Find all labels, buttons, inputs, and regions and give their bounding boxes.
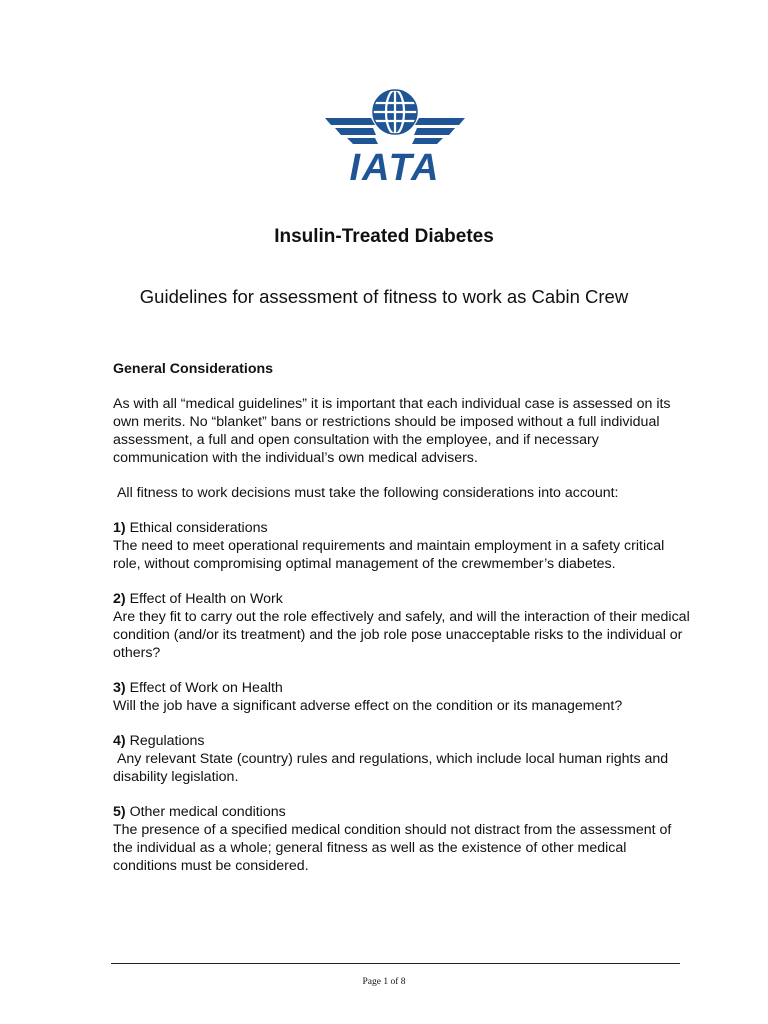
document-body xyxy=(113,360,693,892)
consideration-item-ethical xyxy=(113,519,693,573)
consideration-number: 2) xyxy=(113,591,126,607)
section-heading-general-considerations: General Considerations xyxy=(113,361,274,377)
consideration-heading xyxy=(113,803,693,821)
consideration-number: 5) xyxy=(113,804,126,820)
iata-globe-wings-icon xyxy=(323,86,467,184)
consideration-body: The need to meet operational requirements and maintain employment in a safety critical role, without compromising optimal management of the crewmember’s diabetes. xyxy=(113,538,665,572)
consideration-number: 4) xyxy=(113,733,126,749)
considerations-lead-paragraph: All fitness to work decisions must take the following considerations into account: xyxy=(113,485,619,501)
consideration-title: Other medical conditions xyxy=(125,804,286,820)
consideration-item-work-on-health xyxy=(113,679,693,715)
consideration-heading xyxy=(113,519,693,537)
document-title: Insulin-Treated Diabetes xyxy=(274,226,494,247)
footer-divider xyxy=(111,963,680,964)
iata-wordmark: IATA xyxy=(349,147,441,184)
consideration-body: The presence of a specified medical condition should not distract from the assessment of the individual as a whole; general fitness as well as the existence of other medical conditions must be considered. xyxy=(113,822,672,874)
consideration-title: Ethical considerations xyxy=(125,520,268,536)
consideration-item-health-on-work xyxy=(113,590,693,662)
consideration-body: Are they fit to carry out the role effectively and safely, and will the interaction of their medical condition (and/or its treatment) and the job role pose unacceptable risks to the individual or others? xyxy=(113,609,690,661)
consideration-heading xyxy=(113,679,693,697)
consideration-heading xyxy=(113,590,693,608)
consideration-title: Effect of Work on Health xyxy=(125,680,283,696)
document-subtitle: Guidelines for assessment of fitness to work as Cabin Crew xyxy=(139,286,629,307)
iata-logo xyxy=(323,86,467,184)
consideration-number: 1) xyxy=(113,520,126,536)
consideration-title: Effect of Health on Work xyxy=(125,591,283,607)
consideration-heading xyxy=(113,732,693,750)
intro-paragraph: As with all “medical guidelines” it is important that each individual case is assessed on its own merits. No “blanket” bans or restrictions should be imposed without a full individual assessment, a full and open consultation with the employee, and if necessary communication with the individual’s own medical advisers. xyxy=(113,396,671,466)
consideration-number: 3) xyxy=(113,680,126,696)
consideration-title: Regulations xyxy=(125,733,205,749)
consideration-body: Will the job have a significant adverse effect on the condition or its management? xyxy=(113,698,623,714)
consideration-body: Any relevant State (country) rules and regulations, which include local human rights and disability legislation. xyxy=(113,751,673,785)
consideration-item-regulations xyxy=(113,732,693,786)
page-number: Page 1 of 8 xyxy=(362,977,406,987)
consideration-item-other-conditions xyxy=(113,803,693,875)
